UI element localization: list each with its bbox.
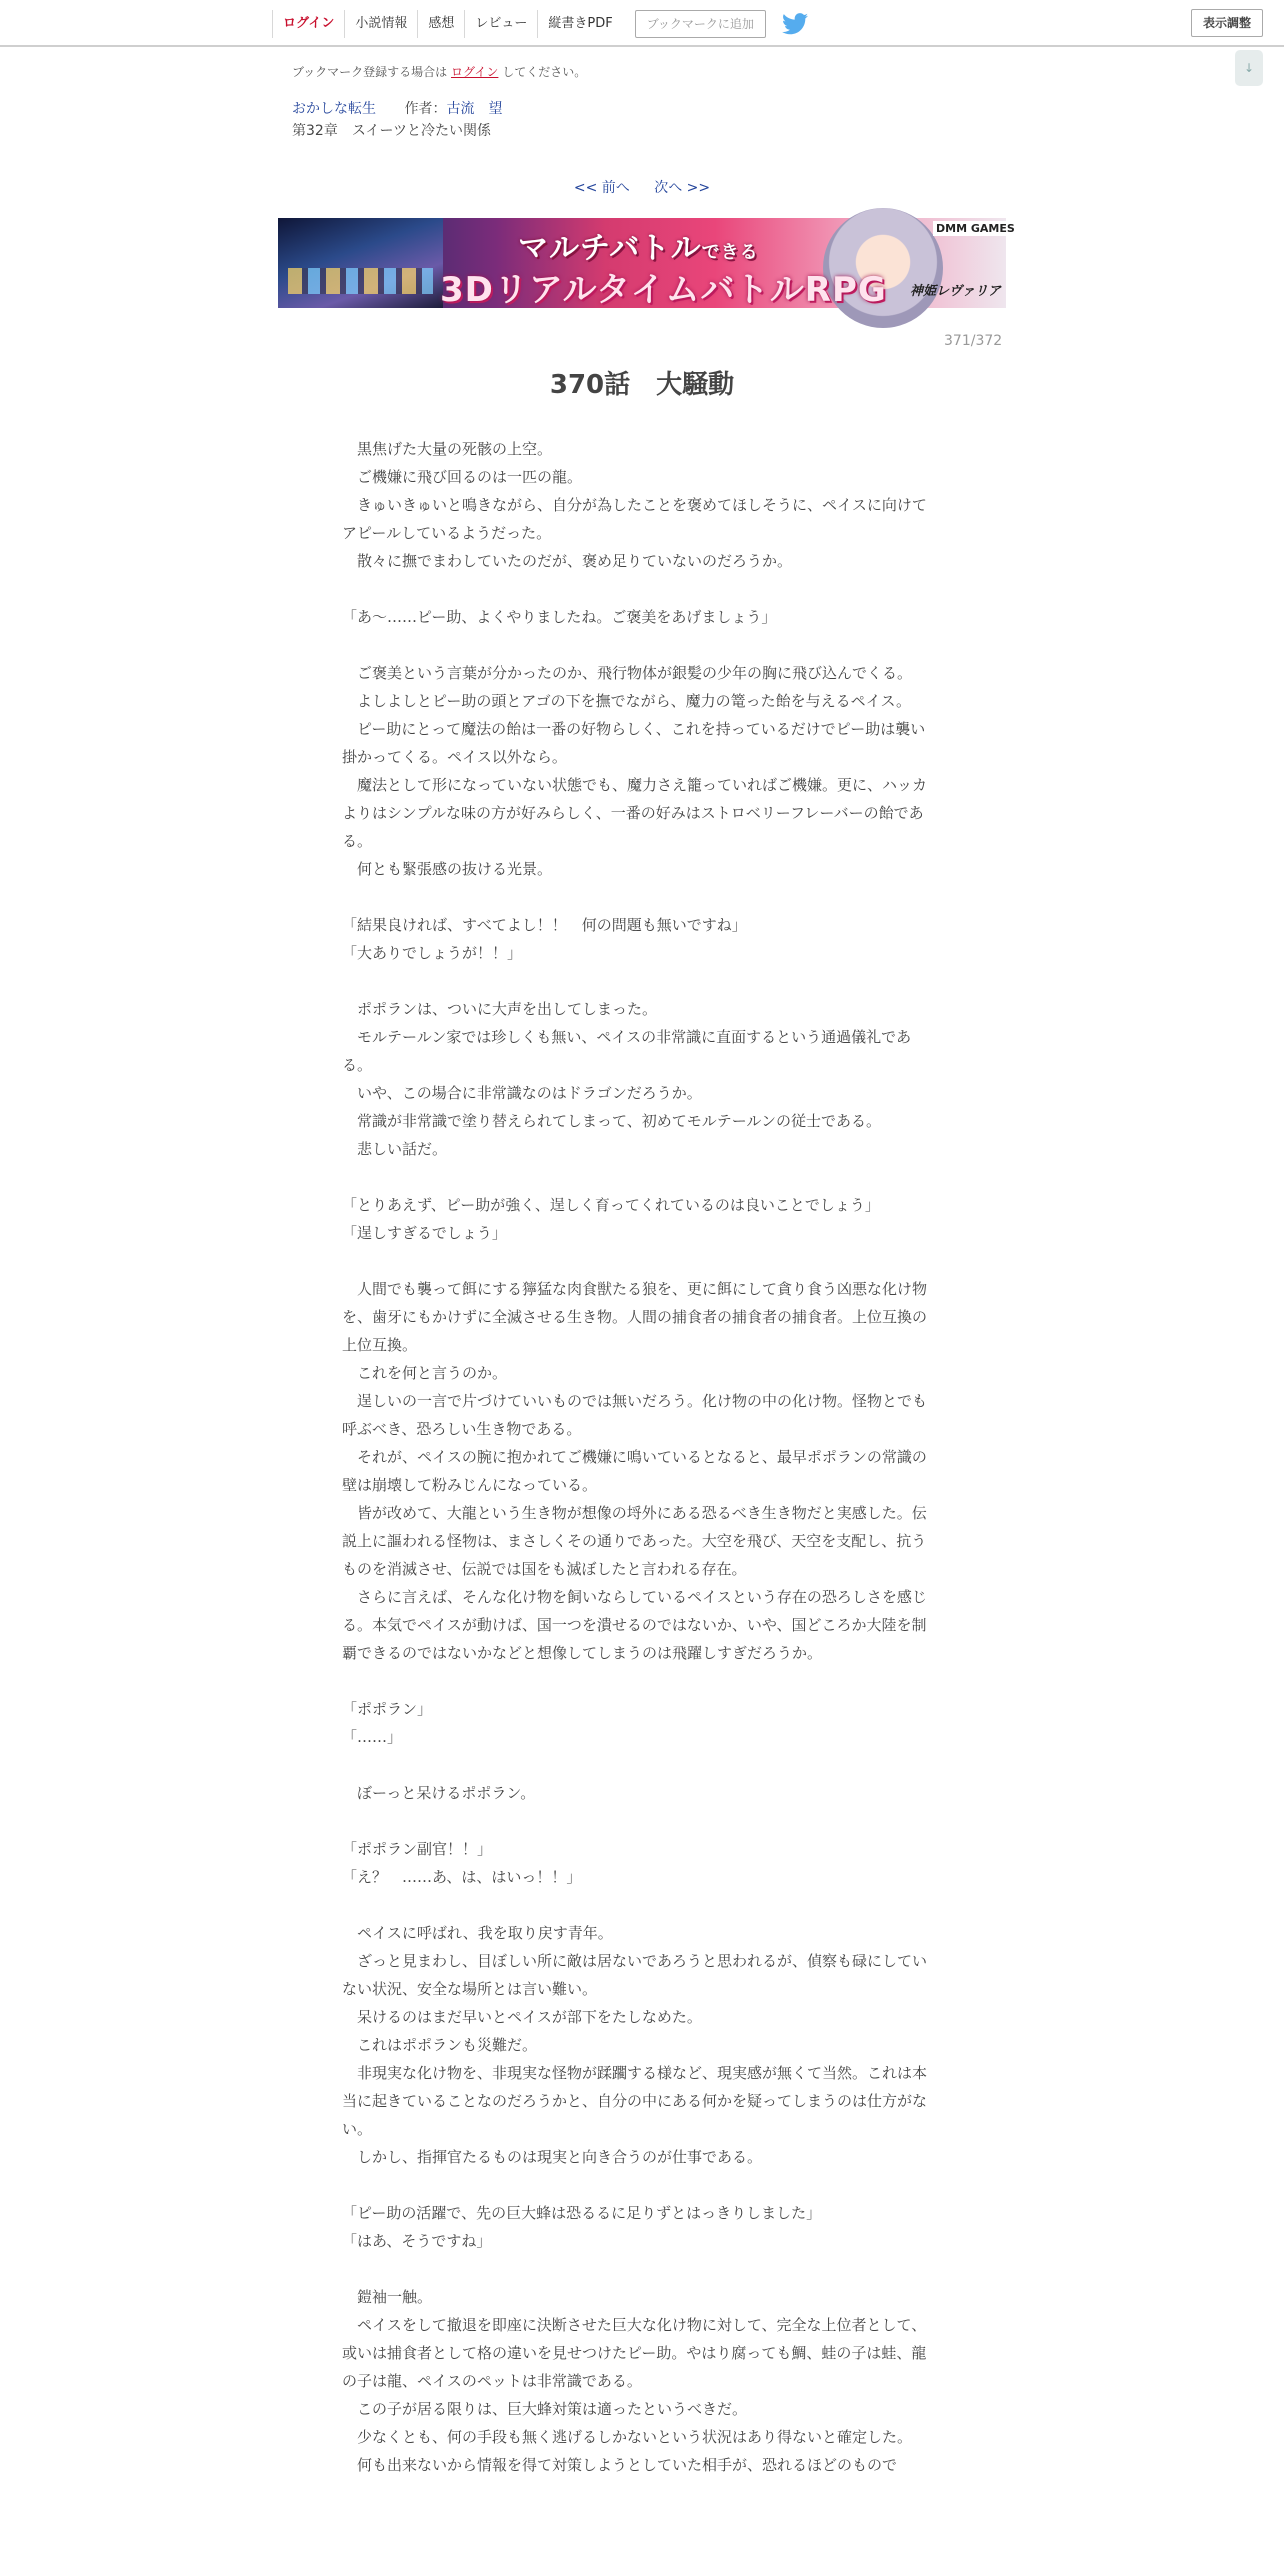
body-paragraph [342, 967, 936, 995]
body-paragraph: ペイスに呼ばれ、我を取り戻す青年。 [342, 1924, 613, 1942]
body-paragraph: 何とも緊張感の抜ける光景。 [342, 860, 553, 878]
author-link[interactable]: 古流 望 [446, 101, 503, 117]
body-paragraph [342, 2171, 936, 2199]
body-paragraph: 「大ありでしょうが！！」 [342, 944, 523, 962]
body-paragraph: ペイスをして撤退を即座に決断させた巨大な化け物に対して、完全な上位者として、或いは捕食者として格の違いを見せつけたピー助。やはり腐っても鯛、蛙の子は蛙、龍の子は龍、ペイスのペットは非常識である。 [342, 2316, 927, 2390]
body-paragraph: 皆が改めて、大龍という生き物が想像の埒外にある恐るべき生き物だと実感した。伝説上に謳われる怪物は、まさしくその通りであった。大空を飛び、天空を支配し、抗うものを消滅させ、伝説では国をも滅ぼしたと言われる存在。 [342, 1504, 927, 1578]
body-paragraph: 「はあ、そうですね」 [342, 2232, 492, 2250]
body-paragraph: ピー助にとって魔法の飴は一番の好物らしく、これを持っているだけでピー助は襲い掛かってくる。ペイス以外なら。 [342, 720, 926, 766]
body-paragraph: 散々に撫でまわしていたのだが、褒め足りていないのだろうか。 [342, 552, 793, 570]
next-episode-link[interactable]: 次へ >> [654, 180, 711, 196]
banner-game-logo: 神姫レヴァリア [910, 284, 1001, 299]
chapter-title: 第32章 スイーツと冷たい関係 [292, 123, 491, 139]
episode-pager [0, 177, 1284, 197]
body-paragraph: ざっと見まわし、目ぼしい所に敵は居ないであろうと思われるが、偵察も碌にしていない状況、安全な場所とは言い難い。 [342, 1952, 928, 1998]
body-paragraph [342, 1807, 936, 1835]
body-paragraph [342, 883, 936, 911]
body-paragraph: 「ポポラン副官！！」 [342, 1840, 493, 1858]
body-paragraph: しかし、指揮官たるものは現実と向き合うのが仕事である。 [342, 2148, 763, 2166]
body-paragraph: この子が居る限りは、巨大蜂対策は適ったというべきだ。 [342, 2400, 748, 2418]
nav-review-link[interactable]: レビュー [464, 10, 537, 38]
nav-novel-info-link[interactable]: 小説情報 [344, 10, 417, 38]
body-paragraph: これを何と言うのか。 [342, 1364, 508, 1382]
body-paragraph [342, 1247, 936, 1275]
ad-banner[interactable] [278, 218, 1015, 310]
scroll-down-button[interactable]: ↓ [1235, 50, 1263, 86]
body-paragraph [342, 1667, 936, 1695]
body-paragraph: 「とりあえず、ピー助が強く、逞しく育ってくれているのは良いことでしょう」 [342, 1196, 880, 1214]
body-paragraph [342, 631, 936, 659]
body-paragraph: 人間でも襲って餌にする獰猛な肉食獣たる狼を、更に餌にして貪り食う凶悪な化け物を、歯牙にもかけずに全滅させる生き物。人間の捕食者の捕食者の捕食者。上位互換の上位互換。 [342, 1280, 928, 1354]
bookmark-login-notice [292, 63, 586, 80]
body-paragraph: 逞しいの一言で片づけていいものでは無いだろう。化け物の中の化け物。怪物とでも呼ぶべき、恐ろしい生き物である。 [342, 1392, 928, 1438]
prev-episode-link[interactable]: << 前へ [573, 180, 630, 196]
series-info [292, 98, 502, 118]
body-paragraph [342, 2255, 936, 2283]
author-label: 作者： [404, 101, 447, 117]
body-paragraph: ご機嫌に飛び回るのは一匹の龍。 [342, 468, 583, 486]
display-settings-button[interactable]: 表示調整 [1191, 9, 1263, 37]
body-paragraph [342, 575, 936, 603]
bookmark-notice-login-link[interactable]: ログイン [451, 65, 499, 79]
body-paragraph: 非現実な化け物を、非現実な怪物が蹂躙する様など、現実感が無くて当然。これは本当に起きていることなのだろうかと、自分の中にある何かを疑ってしまうのは仕方がない。 [342, 2064, 928, 2138]
body-paragraph [342, 1891, 936, 1919]
episode-body [342, 435, 936, 2479]
body-paragraph: きゅいきゅいと鳴きながら、自分が為したことを褒めてほしそうに、ペイスに向けてアピールしているようだった。 [342, 496, 927, 542]
dmm-games-logo: DMM GAMES [933, 221, 1018, 236]
body-paragraph: 魔法として形になっていない状態でも、魔力さえ籠っていればご機嫌。更に、ハッカよりはシンプルな味の方が好みらしく、一番の好みはストロベリーフレーバーの飴である。 [342, 776, 928, 850]
body-paragraph: 呆けるのはまだ早いとペイスが部下をたしなめた。 [342, 2008, 702, 2026]
body-paragraph: 常識が非常識で塗り替えられてしまって、初めてモルテールンの従士である。 [342, 1112, 882, 1130]
banner-headline-2: 3DリアルタイムバトルRPG [440, 270, 887, 310]
body-paragraph: ご褒美という言葉が分かったのか、飛行物体が銀髪の少年の胸に飛び込んでくる。 [342, 664, 913, 682]
body-paragraph: さらに言えば、そんな化け物を飼いならしているペイスという存在の恐ろしさを感じる。本気でペイスが動けば、国一つを潰せるのではないか、いや、国どころか大陸を制覇できるのではないかなどと想像してしまうのは飛躍しすぎだろうか。 [342, 1588, 927, 1662]
nav-vertical-pdf-link[interactable]: 縦書きPDF [537, 10, 622, 38]
add-bookmark-button[interactable]: ブックマークに追加 [635, 10, 766, 38]
body-paragraph: 「ピー助の活躍で、先の巨大蜂は恐るるに足りずとはっきりしました」 [342, 2204, 822, 2222]
body-paragraph: よしよしとピー助の頭とアゴの下を撫でながら、魔力の篭った飴を与えるペイス。 [342, 692, 911, 710]
nav-impressions-link[interactable]: 感想 [417, 10, 464, 38]
twitter-icon[interactable] [782, 13, 808, 35]
bookmark-notice-pre: ブックマーク登録する場合は [292, 65, 448, 79]
body-paragraph: 「ポポラン」 [342, 1700, 433, 1718]
banner-headline-1 [518, 223, 759, 267]
nav-menu [272, 10, 808, 38]
episode-page-count: 371/372 [944, 333, 1003, 349]
body-paragraph: 少なくとも、何の手段も無く逃げるしかないという状況はあり得ないと確定した。 [342, 2428, 913, 2446]
banner-headline-1-small: できる [701, 242, 759, 263]
top-navigation-bar [0, 0, 1284, 47]
body-paragraph [342, 1163, 936, 1191]
banner-headline-1-main: マルチバトル [518, 231, 702, 266]
body-paragraph: 悲しい話だ。 [342, 1140, 448, 1158]
episode-title: 370話 大騒動 [549, 370, 735, 400]
body-paragraph: 黒焦げた大量の死骸の上空。 [342, 440, 553, 458]
body-paragraph: ポポランは、ついに大声を出してしまった。 [342, 1000, 658, 1018]
banner-game-scene-image [278, 218, 443, 308]
body-paragraph: 「……」 [342, 1728, 403, 1746]
body-paragraph: これはポポランも災難だ。 [342, 2036, 538, 2054]
body-paragraph: 「あ～……ピー助、よくやりましたね。ご褒美をあげましょう」 [342, 608, 777, 626]
body-paragraph: ぼーっと呆けるポポラン。 [342, 1784, 536, 1802]
body-paragraph: それが、ペイスの腕に抱かれてご機嫌に鳴いているとなると、最早ポポランの常識の壁は崩壊して粉みじんになっている。 [342, 1448, 927, 1494]
body-paragraph: 鎧袖一触。 [342, 2288, 433, 2306]
body-paragraph [342, 1751, 936, 1779]
body-paragraph: モルテールン家では珍しくも無い、ペイスの非常識に直面するという通過儀礼である。 [342, 1028, 912, 1074]
body-paragraph: 「逞しすぎるでしょう」 [342, 1224, 507, 1242]
bookmark-notice-post: してください。 [502, 65, 587, 79]
body-paragraph: いや、この場合に非常識なのはドラゴンだろうか。 [342, 1084, 702, 1102]
series-title-link[interactable]: おかしな転生 [292, 101, 376, 117]
body-paragraph: 「結果良ければ、すべてよし！！ 何の問題も無いですね」 [342, 916, 747, 934]
body-paragraph: 「え？ ……あ、は、はいっ！！」 [342, 1868, 582, 1886]
nav-login-link[interactable]: ログイン [272, 10, 344, 38]
body-paragraph: 何も出来ないから情報を得て対策しようとしていた相手が、恐れるほどのもので [342, 2456, 898, 2474]
